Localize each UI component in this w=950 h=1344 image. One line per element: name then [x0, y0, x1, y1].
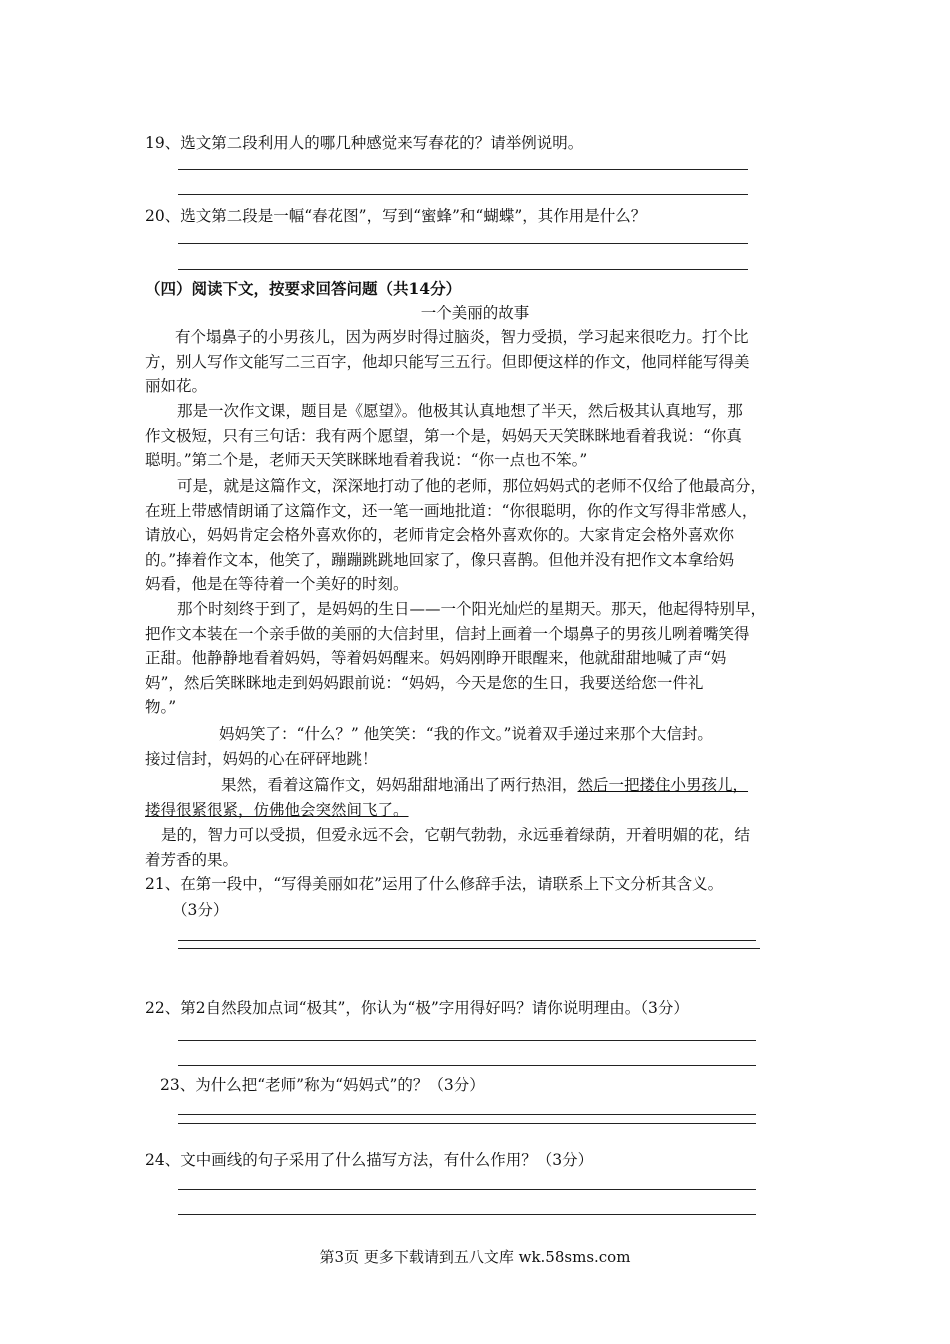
story-paragraph-6 [145, 773, 805, 822]
story-paragraph-4 [145, 597, 805, 720]
story-line: 那个时刻终于到了，是妈妈的生日——一个阳光灿烂的星期天。那天，他起得特别早， [177, 600, 767, 618]
answer-line [178, 194, 748, 195]
story-line: 着芳香的果。 [145, 850, 239, 869]
question-23: 23、为什么把“老师”称为“妈妈式”的？（3分） [160, 1076, 485, 1094]
question-24: 24、文中画线的句子采用了什么描写方法，有什么作用？（3分） [145, 1151, 594, 1169]
story-line: 是的，智力可以受损，但爱永远不会，它朝气勃勃，永远垂着绿荫，开着明媚的花，结 [161, 826, 751, 844]
story-title: 一个美丽的故事 [420, 304, 530, 322]
answer-line [178, 1123, 756, 1124]
story-paragraph-3 [145, 474, 805, 597]
story-line: 请放心，妈妈肯定会格外喜欢你的，老师肯定会格外喜欢你的。大家肯定会格外喜欢你 [145, 526, 735, 544]
story-line: 把作文本装在一个亲手做的美丽的大信封里，信封上画着一个塌鼻子的男孩儿咧着嘴笑得 [145, 624, 750, 643]
story-line: 的。”捧着作文本，他笑了，蹦蹦跳跳地回家了，像只喜鹊。但他并没有把作文本拿给妈 [145, 550, 735, 569]
story-paragraph-7 [145, 823, 805, 872]
story-text: 果然，看着这篇作文，妈妈甜甜地涌出了两行热泪， [221, 776, 578, 794]
page-footer: 第3页 更多下载请到五八文库 wk.58sms.com [319, 1248, 631, 1266]
story-line: 作文极短，只有三句话：我有两个愿望，第一个是，妈妈天天笑眯眯地看着我说：“你真 [145, 426, 742, 445]
question-19: 19、选文第二段利用人的哪几种感觉来写春花的？请举例说明。 [145, 134, 584, 152]
story-paragraph-5 [145, 722, 805, 771]
question-21: 21、在第一段中，“写得美丽如花”运用了什么修辞手法，请联系上下文分析其含义。 [145, 875, 724, 893]
story-line: 在班上带感情朗诵了这篇作文，还一笔一画地批道：“你很聪明，你的作文写得非常感人， [145, 501, 758, 520]
story-line: 聪明。”第二个是，老师天天笑眯眯地看着我说：“你一点也不笨。” [145, 451, 588, 469]
answer-line [178, 1065, 756, 1066]
story-line: 正甜。他静静地看着妈妈，等着妈妈醒来。妈妈刚睁开眼醒来，他就甜甜地喊了声“妈 [145, 649, 727, 667]
story-line: 丽如花。 [145, 377, 208, 395]
answer-line [178, 1189, 756, 1190]
story-line: 妈”，然后笑眯眯地走到妈妈跟前说：“妈妈，今天是您的生日，我要送给您一件礼 [145, 673, 704, 692]
story-line: 方，别人写作文能写二三百字，他却只能写三五行。但即便这样的作文，他同样能写得美 [145, 352, 750, 371]
question-20: 20、选文第二段是一幅“春花图”，写到“蜜蜂”和“蝴蝶”，其作用是什么？ [145, 207, 647, 225]
story-line: 那是一次作文课，题目是《愿望》。他极其认真地想了半天，然后极其认真地写，那 [177, 402, 743, 420]
answer-line [178, 1114, 756, 1115]
answer-line [178, 1214, 756, 1215]
section-heading: （四）阅读下文，按要求回答问题（共14分） [145, 279, 462, 298]
story-line: 妈看，他是在等待着一个美好的时刻。 [145, 575, 409, 593]
answer-line [178, 1040, 756, 1041]
story-line: 物。” [145, 698, 177, 716]
answer-line [178, 269, 748, 270]
question-22: 22、第2自然段加点词“极其”，你认为“极”字用得好吗？请你说明理由。（3分） [145, 999, 689, 1017]
underlined-sentence: 然后一把搂住小男孩儿， [577, 776, 749, 794]
answer-line [178, 940, 756, 941]
answer-line [178, 243, 748, 244]
story-line: 妈妈笑了：“什么？” 他笑笑：“我的作文。”说着双手递过来那个大信封。 [219, 725, 713, 743]
question-21-score: （3分） [172, 901, 229, 919]
answer-line [178, 169, 748, 170]
story-paragraph-1 [145, 325, 805, 399]
answer-line [178, 948, 760, 949]
underlined-sentence: 搂得很紧很紧，仿佛他会突然间飞了。 [145, 800, 409, 819]
story-line: 可是，就是这篇作文，深深地打动了他的老师，那位妈妈式的老师不仅给了他最高分， [177, 477, 767, 495]
story-line: 接过信封，妈妈的心在砰砰地跳！ [145, 749, 378, 768]
story-paragraph-2 [145, 399, 805, 473]
story-line: 有个塌鼻子的小男孩儿，因为两岁时得过脑炎，智力受损，学习起来很吃力。打个比 [175, 328, 749, 346]
